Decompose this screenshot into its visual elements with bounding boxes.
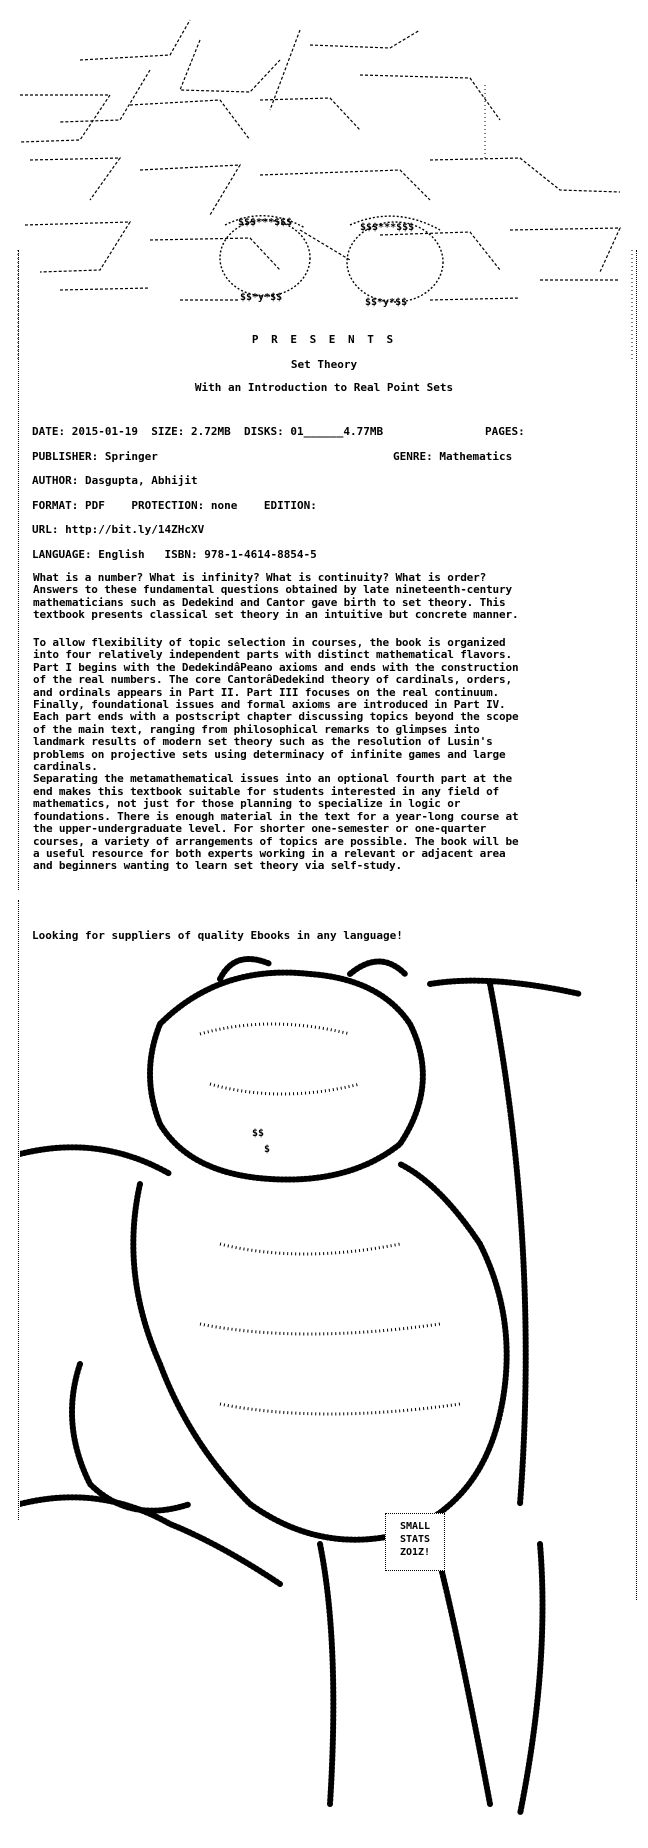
left-border (18, 250, 23, 890)
url-link[interactable]: http://bit.ly/14ZHcXV (65, 523, 205, 536)
publisher-value: Springer (104, 450, 158, 463)
book-subtitle: With an Introduction to Real Point Sets (194, 381, 454, 394)
language-value: English (98, 548, 145, 561)
stats-line-3: ZO1Z! (399, 1547, 431, 1558)
stats-badge (385, 1513, 445, 1571)
author-field: AUTHOR: Dasgupta, Abhijit (32, 474, 198, 487)
ascii-logo-art (0, 0, 648, 360)
protection-value: none (210, 499, 238, 512)
svg-text:$$$***$$$: $$$***$$$ (238, 217, 293, 228)
genre-field: GENRE: Mathematics (393, 450, 513, 463)
logo-graffiti-icon (0, 0, 648, 360)
language-field: LANGUAGE: English ISBN: 978-1-4614-8854-5 (32, 548, 317, 561)
svg-text:$$$***$$$: $$$***$$$ (360, 222, 415, 233)
suppliers-text: Looking for suppliers of quality Ebooks in any language! (32, 929, 403, 942)
description-paragraph-1: What is a number? What is infinity? What is continuity? What is order? Answers to these fundamental questions obtained by late nineteenth-century mathematicians such as Dedekind and Cantor gave birth to set theory. This textbook presents classical set theory in an intuitive but concrete manner. (33, 571, 519, 622)
svg-text:$$: $$ (252, 1128, 265, 1139)
size-value: 2.72MB (190, 425, 231, 438)
svg-text:$$*y*$$: $$*y*$$ (240, 292, 283, 303)
bear-drawing-icon (20, 944, 630, 1834)
format-value: PDF (84, 499, 105, 512)
stats-line-1: SMALL (399, 1521, 431, 1532)
ascii-bear-art (20, 944, 630, 1834)
url-field: URL: http://bit.ly/14ZHcXV (32, 523, 205, 536)
date-value: 2015-01-19 (71, 425, 138, 438)
svg-text:$$*y*$$: $$*y*$$ (365, 297, 408, 308)
publisher-field: PUBLISHER: Springer (32, 450, 158, 463)
svg-text:$: $ (264, 1144, 271, 1155)
stats-line-2: STATS (399, 1534, 431, 1545)
format-field: FORMAT: PDF PROTECTION: none EDITION: (32, 499, 317, 512)
isbn-value: 978-1-4614-8854-5 (204, 548, 317, 561)
presents-label: P R E S E N T S (251, 333, 397, 346)
author-value: Dasgupta, Abhijit (84, 474, 198, 487)
date-field: DATE: 2015-01-19 SIZE: 2.72MB DISKS: 01______4.77MB (32, 425, 384, 438)
book-title: Set Theory (290, 358, 358, 371)
disks-value: 01______4.77MB (290, 425, 384, 438)
pages-field: PAGES: (485, 425, 525, 438)
description-paragraph-2: To allow flexibility of topic selection in courses, the book is organized into four relatively independent parts with distinct mathematical flavors. Part I begins with the DedekindâPeano axioms and ends with the construction of the real numbers. The core CantorâDedekind theory of cardinals, orders, and ordinals appears in Part II. Part III focuses on the real continuum. Finally, foundational issues and formal axioms are introduced in Part IV. Each part ends with a postscript chapter discussing topics beyond the scope of the main text, ranging from philosophical remarks to glimpses into landmark results of modern set theory such as the resolution of Lusin's problems on projective sets using determinacy of infinite games and large cardinals. Separating the metamathematical issues into an optional fourth part at the end makes this textbook suitable for students interested in any field of mathematics, not just for those planning to specialize in logic or foundations. There is enough material in the text for a year-long course at the upper-undergraduate level. For shorter one-semester or one-quarter courses, a variety of arrangements of topics are possible. The book will be a useful resource for both experts working in a relevant or adjacent area and beginners wanting to learn set theory via self-study. (33, 636, 519, 873)
right-border-lower (632, 880, 637, 1600)
genre-value: Mathematics (439, 450, 513, 463)
